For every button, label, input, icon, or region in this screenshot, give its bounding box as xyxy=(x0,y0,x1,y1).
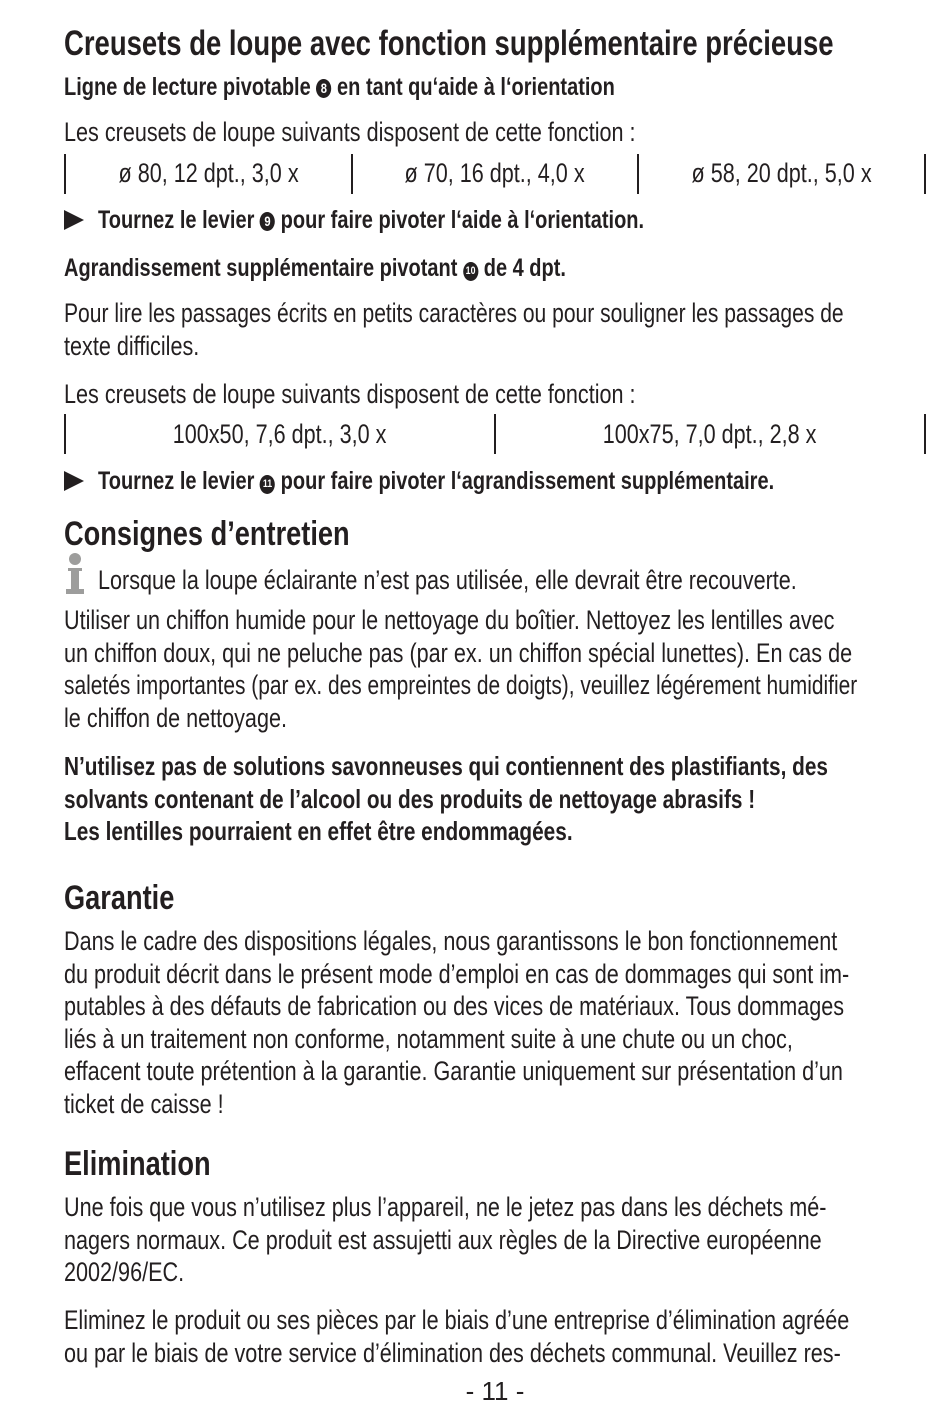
table-cell: 100x75, 7,0 dpt., 2,8 x xyxy=(603,419,817,449)
intro-text-2: Les creusets de loupe suivants disposent de cette fonction : xyxy=(64,379,636,409)
table-divider xyxy=(924,414,926,454)
number-9-badge: 9 xyxy=(260,212,275,231)
warning-text: N’utilisez pas de solutions savonneuses qui contiennent des plastifiants, des solvants contenant de l’alcool ou des produits de nettoyage abrasifs ! Les lentilles pourraient en effet être endommagées. xyxy=(64,751,828,847)
instruction-step-2: Tournez le levier 11 pour faire pivoter l‘agrandissement supplémentaire. xyxy=(98,467,775,495)
number-8-badge: 8 xyxy=(316,79,331,98)
section-heading-care: Consignes d’entretien xyxy=(64,515,350,553)
intro-text-1: Les creusets de loupe suivants disposent de cette fonction : xyxy=(64,117,636,147)
subheading-extra-magnification: Agrandissement supplémentaire pivotant 10 de 4 dpt. xyxy=(64,254,566,282)
disposal-paragraph-1: Une fois que vous n’utilisez plus l’appareil, ne le jetez pas dans les déchets mé- nagers normaux. Ce produit est assujetti aux règles de la Directive européenne 2002/96/EC. xyxy=(64,1192,827,1288)
instruction-step-1: Tournez le levier 9 pour faire pivoter l‘aide à l‘orientation. xyxy=(98,206,645,234)
disposal-paragraph-2: Eliminez le produit ou ses pièces par le biais d’une entreprise d’élimination agréée ou par le biais de votre service d’élimination des déchets communal. Veuillez res- xyxy=(64,1305,850,1368)
table-cell: ø 80, 12 dpt., 3,0 x xyxy=(118,158,299,188)
table-divider xyxy=(924,154,926,194)
table-cell: 100x50, 7,6 dpt., 3,0 x xyxy=(173,419,387,449)
section-heading-magnifier-functions: Creusets de loupe avec fonction supplémentaire précieuse xyxy=(64,24,834,63)
arrow-bullet-icon xyxy=(64,471,84,491)
info-icon xyxy=(64,553,86,595)
number-10-badge: 10 xyxy=(463,262,478,281)
subheading-reading-line: Ligne de lecture pivotable 8 en tant qu‘aide à l‘orientation xyxy=(64,73,615,101)
warranty-paragraph: Dans le cadre des dispositions légales, nous garantissons le bon fonctionnement du produit décrit dans le présent mode d’emploi en cas de dommages qui sont im- putables à des défauts de fabrication ou des vices de matériaux. Tous dommages liés à un traitement non conforme, notamment suite à une chute ou un choc, effacent toute prétention à la garantie. Garantie uniquement sur présentation d’un ticket de caisse ! xyxy=(64,926,850,1119)
section-heading-disposal: Elimination xyxy=(64,1145,211,1183)
number-11-badge: 11 xyxy=(260,475,275,494)
arrow-bullet-icon xyxy=(64,210,84,230)
table-cell: ø 70, 16 dpt., 4,0 x xyxy=(404,158,586,188)
info-note: Lorsque la loupe éclairante n’est pas utilisée, elle devrait être recouverte. xyxy=(98,565,797,595)
table-cell: ø 58, 20 dpt., 5,0 x xyxy=(691,158,872,188)
section-heading-warranty: Garantie xyxy=(64,879,175,917)
page-number: - 11 - xyxy=(465,1376,525,1406)
paragraph-small-print: Pour lire les passages écrits en petits caractères ou pour souligner les passages de texte difficiles. xyxy=(64,298,844,361)
care-paragraph: Utiliser un chiffon humide pour le nettoyage du boîtier. Nettoyez les lentilles avec un chiffon doux, qui ne peluche pas (par ex. un chiffon spécial lunettes). En cas de saletés importantes (par ex. des empreintes de doigts), veuillez légérement humidifier le chiffon de nettoyage. xyxy=(64,605,858,733)
